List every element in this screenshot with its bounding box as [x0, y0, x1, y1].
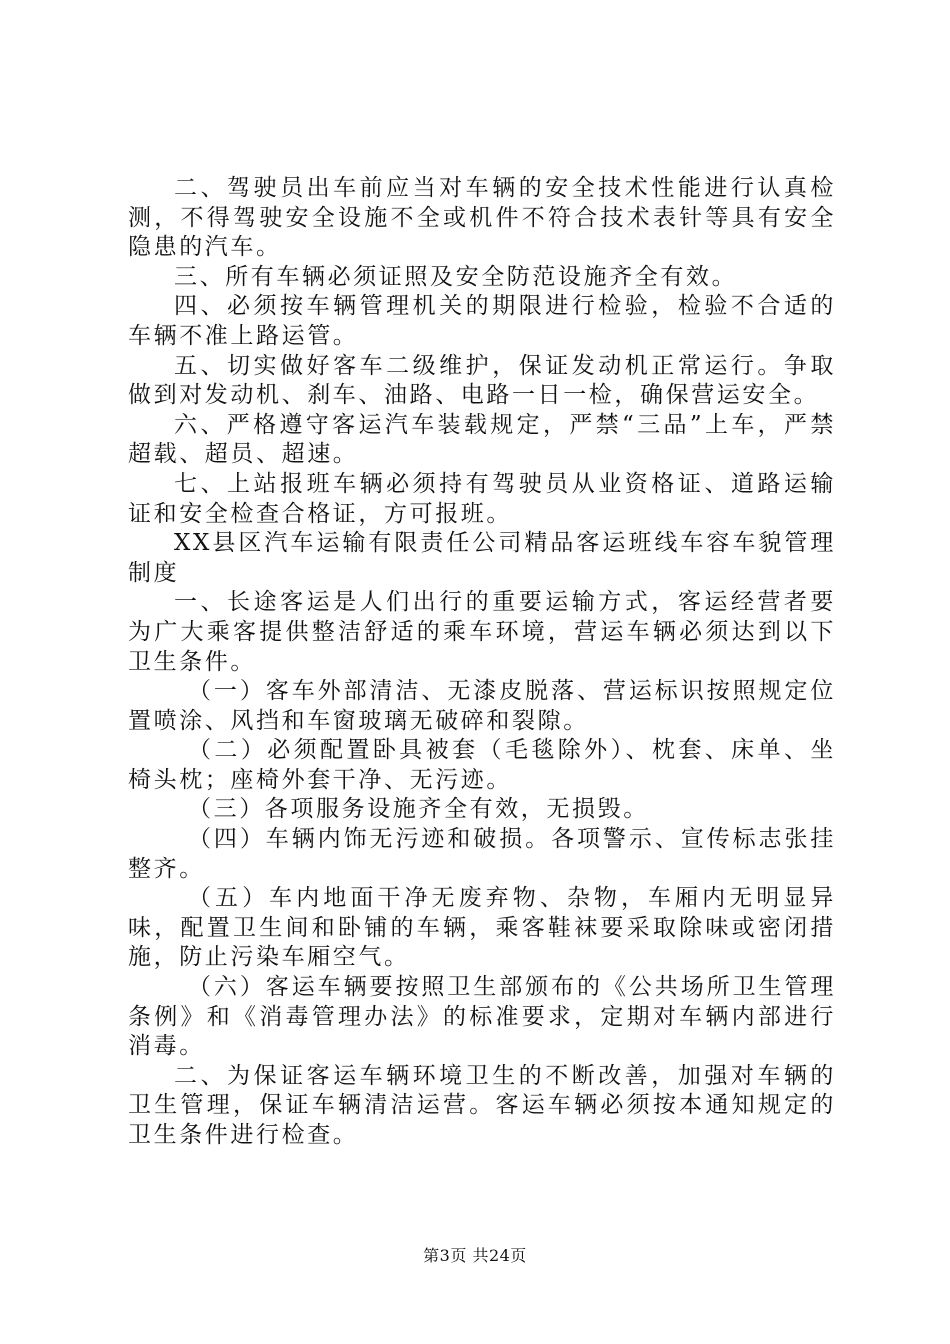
paragraph-maintenance: 五、切实做好客车二级维护，保证发动机正常运行。争取做到对发动机、刹车、油路、电路一日一检，确保营运安全。 [128, 352, 836, 409]
section-heading: XX县区汽车运输有限责任公司精品客运班线车容车貌管理制度 [128, 530, 836, 586]
paragraph-loading-rules: 六、严格遵守客运汽车装载规定，严禁“三品”上车，严禁超载、超员、超速。 [128, 411, 836, 468]
list-item-disinfection: （六）客运车辆要按照卫生部颁布的《公共场所卫生管理条例》和《消毒管理办法》的标准要求，定期对车辆内部进行消毒。 [128, 974, 836, 1060]
paragraph-driver-inspection: 二、驾驶员出车前应当对车辆的安全技术性能进行认真检测，不得驾驶安全设施不全或机件不符合技术表针等具有安全隐患的汽车。 [128, 175, 836, 261]
document-body [128, 174, 836, 1151]
list-item-interior: （四）车辆内饰无污迹和破损。各项警示、宣传标志张挂整齐。 [128, 826, 836, 882]
paragraph-periodic-inspection: 四、必须按车辆管理机关的期限进行检验，检验不合适的车辆不准上路运管。 [128, 293, 836, 349]
paragraph-hygiene-intro: 一、长途客运是人们出行的重要运输方式，客运经营者要为广大乘客提供整洁舒适的乘车环境，营运车辆必须达到以下卫生条件。 [128, 589, 836, 675]
page-footer: 第3页 共24页 [423, 1246, 527, 1265]
list-item-floor: （五）车内地面干净无废弃物、杂物，车厢内无明显异味，配置卫生间和卧铺的车辆，乘客鞋袜要采取除味或密闭措施，防止污染车厢空气。 [128, 885, 836, 971]
paragraph-certificates: 三、所有车辆必须证照及安全防范设施齐全有效。 [174, 263, 738, 290]
paragraph-report-requirements: 七、上站报班车辆必须持有驾驶员从业资格证、道路运输证和安全检查合格证，方可报班。 [128, 470, 836, 527]
list-item-facilities: （三）各项服务设施齐全有效，无损毁。 [188, 796, 649, 823]
list-item-exterior: （一）客车外部清洁、无漆皮脱落、营运标识按照规定位置喷涂、风挡和车窗玻璃无破碎和裂隙。 [128, 678, 836, 734]
list-item-bedding: （二）必须配置卧具被套（毛毯除外）、枕套、床单、坐椅头枕；座椅外套干净、无污迹。 [128, 737, 836, 793]
paragraph-hygiene-management: 二、为保证客运车辆环境卫生的不断改善，加强对车辆的卫生管理，保证车辆清洁运营。客运车辆必须按本通知规定的卫生条件进行检查。 [128, 1062, 836, 1148]
